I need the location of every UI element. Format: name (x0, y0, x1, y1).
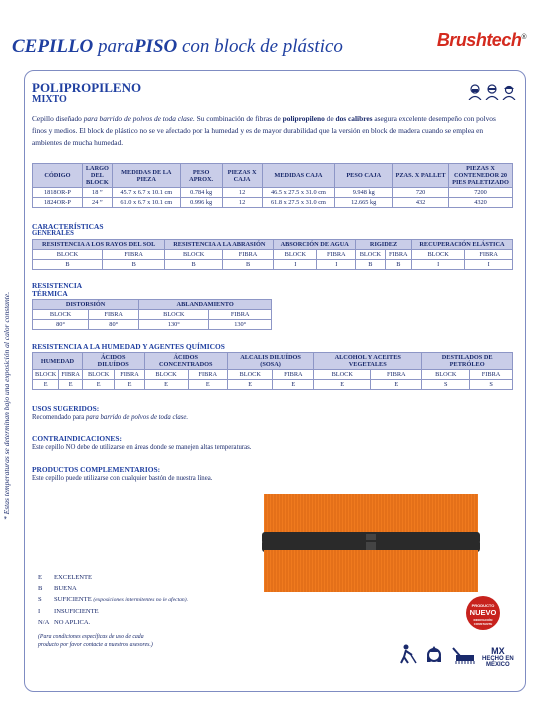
humedad-header: ÁCIDOS DILUÍDOS (82, 353, 144, 370)
table-row (33, 300, 272, 310)
spec-cell: 1824OR-P (33, 198, 83, 208)
rating-cell: E (144, 380, 188, 390)
sub-header: FIBRA (89, 310, 139, 320)
spec-cell: 12 (222, 198, 262, 208)
broom-image-top (262, 494, 480, 546)
rating-cell: E (273, 380, 314, 390)
spec-cell: 0.996 kg (180, 198, 222, 208)
spec-cell: 61.0 x 6.7 x 10.1 cm (112, 198, 180, 208)
sub-header: FIBRA (273, 370, 314, 380)
legend-item: E EXCELENTE (38, 574, 93, 581)
table-row (33, 380, 513, 390)
caracteristicas-header: RESISTENCIA A LA ABRASIÓN (165, 240, 274, 250)
humedad-header: ALCOHOL Y ACEITES VEGETALES (314, 353, 422, 370)
legend-item: S SUFICIENTE (exposiciones intermitentes no le afectan). (38, 596, 188, 603)
spec-cell: 61.8 x 27.5 x 31.0 cm (262, 198, 335, 208)
sub-header: FIBRA (209, 310, 272, 320)
sub-header: BLOCK (144, 370, 188, 380)
spec-header: MEDIDAS CAJA (262, 164, 335, 188)
table-row (33, 240, 513, 250)
spec-header: PESO APROX. (180, 164, 222, 188)
table-row (33, 370, 513, 380)
caracteristicas-header: RIGIDEZ (356, 240, 412, 250)
rating-cell: E (59, 380, 83, 390)
rating-cell: E (33, 380, 59, 390)
temp-cell: 130° (139, 320, 209, 330)
humedad-table (32, 352, 513, 390)
person-sweeping-icon (398, 644, 418, 669)
sub-header: FIBRA (385, 250, 411, 260)
table-row (33, 353, 513, 370)
rating-cell: I (317, 260, 356, 270)
material-subtitle: MIXTO (32, 94, 67, 105)
rating-cell: B (165, 260, 222, 270)
rating-cell: B (102, 260, 165, 270)
sub-header: FIBRA (115, 370, 144, 380)
complementarios-title: PRODUCTOS COMPLEMENTARIOS: (32, 465, 161, 474)
sub-header: BLOCK (314, 370, 371, 380)
sub-header: FIBRA (222, 250, 273, 260)
spec-cell: 432 (393, 198, 449, 208)
table-row (33, 260, 513, 270)
termica-header: DISTORSIÓN (33, 300, 139, 310)
sub-header: BLOCK (139, 310, 209, 320)
spec-cell: 24 ” (82, 198, 112, 208)
spec-header: MEDIDAS DE LA PIEZA (112, 164, 180, 188)
usos-title: USOS SUGERIDOS: (32, 404, 100, 413)
rating-cell: I (411, 260, 464, 270)
spec-header: CÓDIGO (33, 164, 83, 188)
sub-header: BLOCK (356, 250, 385, 260)
recycle-icon (424, 644, 444, 669)
spec-cell: 1818OR-P (33, 188, 83, 198)
table-row (33, 188, 513, 198)
sub-header: FIBRA (465, 250, 513, 260)
broom-image-bottom (262, 540, 480, 592)
rating-cell: E (314, 380, 371, 390)
spec-cell: 4320 (449, 198, 513, 208)
footer-icons (398, 644, 514, 669)
sub-header: BLOCK (422, 370, 470, 380)
sub-header: FIBRA (59, 370, 83, 380)
safety-icons (468, 84, 516, 100)
humedad-header: ÁCIDOS CONCENTRADOS (144, 353, 227, 370)
product-description: Cepillo diseñado para barrido de polvos de toda clase. Su combinación de fibras de polipropileno de dos calibres asegura excelente desempeño con polvos finos y medios. El block de plástico no se ve afectado por la humedad y es de mayor durabilidad que la versión en block de madera cuando se emplea en ambientes de mucha humedad. (32, 114, 496, 147)
sub-header: FIBRA (317, 250, 356, 260)
termica-table (32, 299, 272, 330)
caracteristicas-header: RESISTENCIA A LOS RAYOS DEL SOL (33, 240, 165, 250)
spec-header: PIEZAS X CONTENEDOR 20 PIES PALETIZADO (449, 164, 513, 188)
spec-cell: 46.5 x 27.5 x 31.0 cm (262, 188, 335, 198)
legend-item: I INSUFICIENTE (38, 608, 99, 615)
sub-header: BLOCK (227, 370, 273, 380)
legend-item: B BUENA (38, 585, 77, 592)
page-title: CEPILLO paraPISO con block de plástico (12, 36, 343, 57)
table-row (33, 320, 272, 330)
sub-header: FIBRA (470, 370, 513, 380)
usos-text: Recomendado para para barrido de polvos de toda clase. (32, 414, 189, 421)
side-note: * Estas temperaturas se determinan bajo una exposición al calor constante. (2, 291, 11, 520)
rating-cell: E (115, 380, 144, 390)
rating-cell: S (422, 380, 470, 390)
sub-header: BLOCK (33, 370, 59, 380)
spec-header: LARGO DEL BLOCK (82, 164, 112, 188)
humedad-title: RESISTENCIA A LA HUMEDAD Y AGENTES QUÍMICOS (32, 342, 225, 351)
sub-header: FIBRA (102, 250, 165, 260)
temp-cell: 130° (209, 320, 272, 330)
spec-cell: 12 (222, 188, 262, 198)
rating-cell: S (470, 380, 513, 390)
table-row (33, 310, 272, 320)
hecho-en-mexico-mark: MX HECHO EN MÉXICO (482, 645, 514, 668)
caracteristicas-header: RECUPERACIÓN ELÁSTICA (411, 240, 512, 250)
caracteristicas-header: ABSORCIÓN DE AGUA (274, 240, 356, 250)
temp-cell: 80° (33, 320, 89, 330)
rating-cell: E (188, 380, 227, 390)
spec-cell: 9.948 kg (335, 188, 393, 198)
spec-header-row (33, 164, 513, 188)
rating-cell: E (82, 380, 115, 390)
termica-subtitle: TÉRMICA (32, 289, 68, 298)
sub-header: FIBRA (371, 370, 422, 380)
rating-cell: B (222, 260, 273, 270)
spec-cell: 45.7 x 6.7 x 10.1 cm (112, 188, 180, 198)
sub-header: BLOCK (33, 250, 103, 260)
humedad-header: HUMEDAD (33, 353, 83, 370)
spec-header: PZAS. X PALLET (393, 164, 449, 188)
termica-header: ABLANDAMIENTO (139, 300, 272, 310)
generales-subtitle: GENERALES (32, 230, 74, 237)
contra-title: CONTRAINDICACIONES: (32, 434, 122, 443)
sub-header: BLOCK (165, 250, 222, 260)
spec-cell: 12.665 kg (335, 198, 393, 208)
humedad-header: DESTILADOS DE PETRÓLEO (422, 353, 513, 370)
table-row (33, 198, 513, 208)
humedad-header: ALCALIS DILUÍDOS (SOSA) (227, 353, 313, 370)
rating-cell: E (371, 380, 422, 390)
termica-title: RESISTENCIA (32, 281, 83, 290)
temp-cell: 80° (89, 320, 139, 330)
spec-cell: 0.784 kg (180, 188, 222, 198)
sweeping-machine-icon (450, 644, 476, 669)
spec-header: PIEZAS X CAJA (222, 164, 262, 188)
caracteristicas-table (32, 239, 513, 270)
brushtech-logo: Brushtech® (436, 30, 526, 50)
mask-person-icon (468, 84, 482, 100)
rating-cell: I (274, 260, 317, 270)
sub-header: BLOCK (411, 250, 464, 260)
sub-header: FIBRA (188, 370, 227, 380)
new-product-badge: PRODUCTO NUEVO INNOVACIÓN CONSTANTE (466, 596, 500, 630)
spec-cell: 18 ” (82, 188, 112, 198)
rating-cell: B (356, 260, 385, 270)
material-title: POLIPROPILENO (32, 80, 142, 95)
spec-table (32, 163, 513, 208)
complementarios-text: Este cepillo puede utilizarse con cualquier bastón de nuestra línea. (32, 475, 213, 482)
legend (38, 572, 188, 649)
spec-cell: 7200 (449, 188, 513, 198)
sub-header: BLOCK (33, 310, 89, 320)
legend-item: N/A NO APLICA. (38, 619, 91, 626)
spec-cell: 720 (393, 188, 449, 198)
rating-cell: B (33, 260, 103, 270)
glasses-person-icon (485, 84, 499, 100)
caracteristicas-title: CARACTERÍSTICAS (32, 222, 104, 231)
sub-header: BLOCK (82, 370, 115, 380)
sub-header: BLOCK (274, 250, 317, 260)
contra-text: Este cepillo NO debe de utilizarse en áreas donde se manejen altas temperaturas. (32, 444, 252, 451)
rating-cell: B (385, 260, 411, 270)
spec-header: PESO CAJA (335, 164, 393, 188)
table-row (33, 250, 513, 260)
helmet-person-icon (502, 84, 516, 100)
legend-note: (Para condiciones específicas de uso de cada producto por favor contacte a nuestros asesores.) (38, 634, 153, 648)
rating-cell: I (465, 260, 513, 270)
rating-cell: E (227, 380, 273, 390)
